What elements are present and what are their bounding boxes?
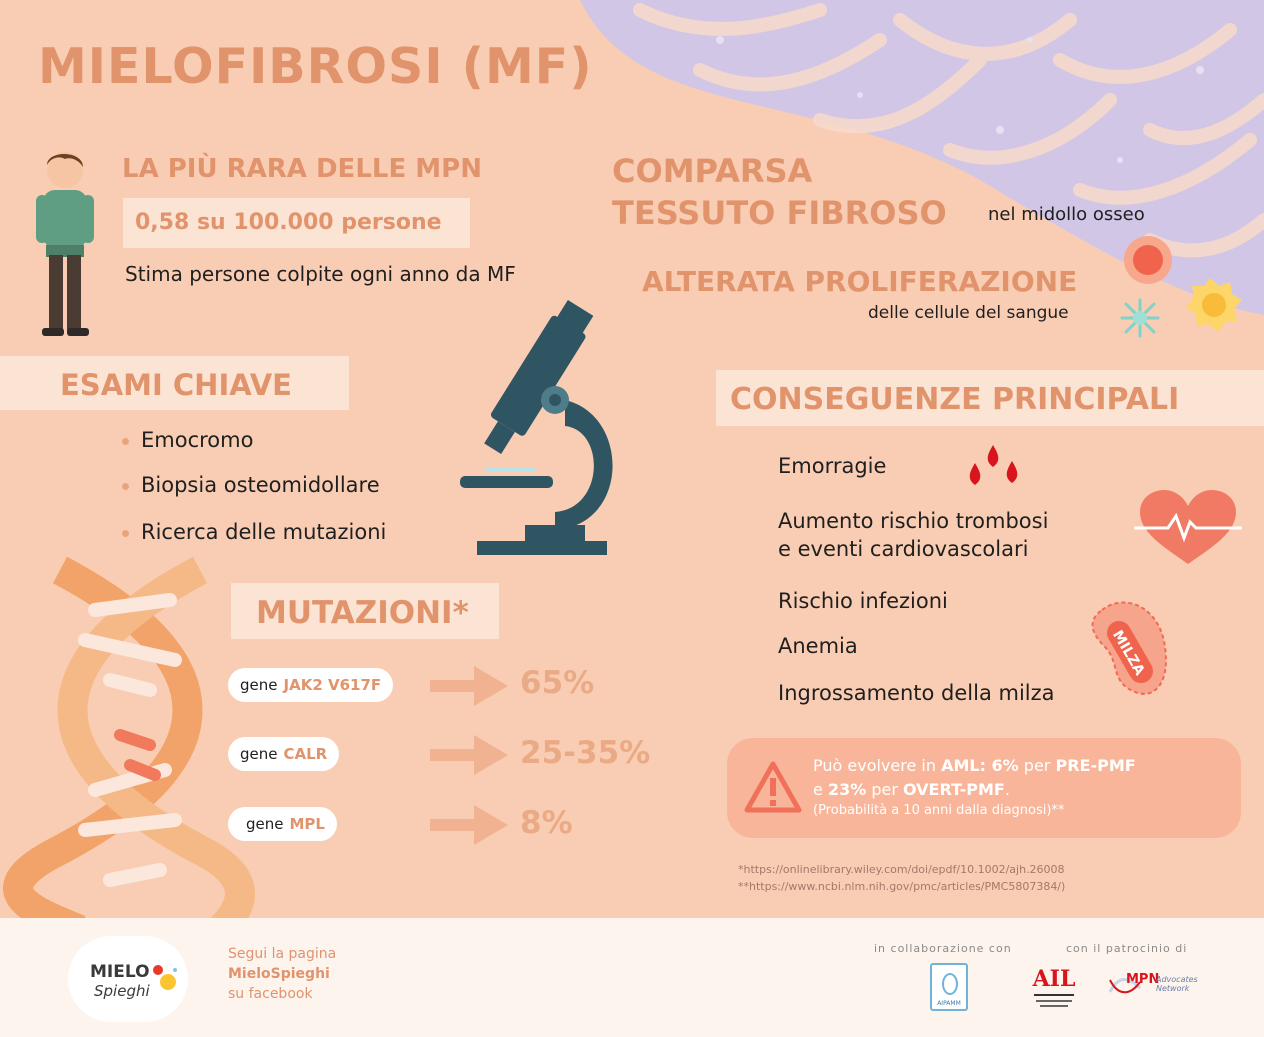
exam-item: Biopsia osteomidollare: [122, 473, 380, 497]
arrow-right-icon: [430, 805, 508, 845]
consequence-item: Anemia: [778, 634, 858, 658]
blood-drops-icon: [965, 443, 1025, 491]
incidence-box: [123, 198, 470, 248]
spleen-label: MILZA: [1109, 627, 1148, 679]
fibrosis-line1: COMPARSA: [612, 152, 813, 190]
consequences-heading: CONSEGUENZE PRINCIPALI: [730, 382, 1180, 417]
reference: **https://www.ncbi.nlm.nih.gov/pmc/articles/PMC5807384/): [738, 880, 1066, 893]
exam-item: Ricerca delle mutazioni: [122, 520, 386, 544]
consequence-item: Rischio infezioni: [778, 589, 948, 613]
mutation-percent: 65%: [520, 665, 595, 701]
warning-icon: [743, 760, 803, 814]
bullet-icon: [122, 530, 129, 537]
consequence-item: e eventi cardiovascolari: [778, 537, 1029, 561]
heart-icon: [1132, 488, 1244, 568]
bullet-icon: [122, 438, 129, 445]
proliferation-heading: ALTERATA PROLIFERAZIONE: [642, 265, 1078, 298]
consequences-heading-box: [716, 370, 1264, 426]
mutation-percent: 8%: [520, 805, 573, 841]
gene-pill-mpl: gene MPL: [228, 807, 337, 841]
person-icon: [30, 145, 100, 340]
exams-heading-box: [0, 356, 349, 410]
warning-text: Può evolvere in AML: 6% per PRE-PMF e 23% per OVERT-PMF. (Probabilità a 10 anni dalla diagnosi)**: [813, 756, 1136, 818]
mutation-percent: 25-35%: [520, 735, 651, 771]
consequence-item: Emorragie: [778, 454, 887, 478]
fibrosis-line2: TESSUTO FIBROSO: [612, 194, 947, 232]
arrow-right-icon: [430, 735, 508, 775]
follow-text: Segui la pagina MieloSpieghi su facebook: [228, 946, 337, 1002]
microscope-icon: [455, 300, 615, 560]
bullet-icon: [122, 483, 129, 490]
mielospieghi-logo[interactable]: MIELO Spieghi: [68, 936, 188, 1022]
footer: [0, 918, 1264, 1037]
patron-label: con il patrocinio di: [1066, 942, 1188, 955]
logo-cells-icon: [150, 964, 180, 994]
proliferation-sub: delle cellule del sangue: [868, 303, 1069, 323]
incidence-value: 0,58 su 100.000 persone: [135, 210, 442, 235]
spleen-icon: [1080, 592, 1180, 702]
aipamm-logo[interactable]: AIPAMM: [930, 963, 968, 1011]
gene-pill-calr: gene CALR: [228, 737, 339, 771]
exams-heading: ESAMI CHIAVE: [60, 368, 292, 402]
rarity-heading: LA PIÙ RARA DELLE MPN: [122, 154, 482, 184]
consequence-item: Ingrossamento della milza: [778, 681, 1055, 705]
dna-helix-art: [18, 570, 240, 930]
facebook-page-link[interactable]: MieloSpieghi: [228, 966, 330, 982]
reference: *https://onlinelibrary.wiley.com/doi/epdf/10.1002/ajh.26008: [738, 863, 1065, 876]
mutations-heading-box: [231, 583, 499, 639]
arrow-right-icon: [430, 666, 508, 706]
ail-logo[interactable]: [1030, 960, 1078, 1012]
consequence-item: Aumento rischio trombosi: [778, 509, 1049, 533]
arrows: [430, 660, 510, 850]
gene-pill-jak2: gene JAK2 V617F: [228, 668, 393, 702]
warning-box: [727, 738, 1241, 838]
mpn-logo[interactable]: MPN Advocates Network: [1108, 970, 1228, 1000]
exam-item: Emocromo: [122, 428, 253, 452]
page-title: MIELOFIBROSI (MF): [38, 38, 593, 95]
incidence-caption: Stima persone colpite ogni anno da MF: [125, 262, 516, 286]
mutations-heading: MUTAZIONI*: [256, 595, 469, 631]
svg-text:AIL: AIL: [1032, 966, 1076, 992]
collab-label: in collaborazione con: [874, 942, 1012, 955]
aipamm-mark-icon: [942, 973, 958, 995]
fibrosis-suffix: nel midollo osseo: [988, 204, 1145, 225]
blood-cells-icon: [1108, 228, 1248, 340]
